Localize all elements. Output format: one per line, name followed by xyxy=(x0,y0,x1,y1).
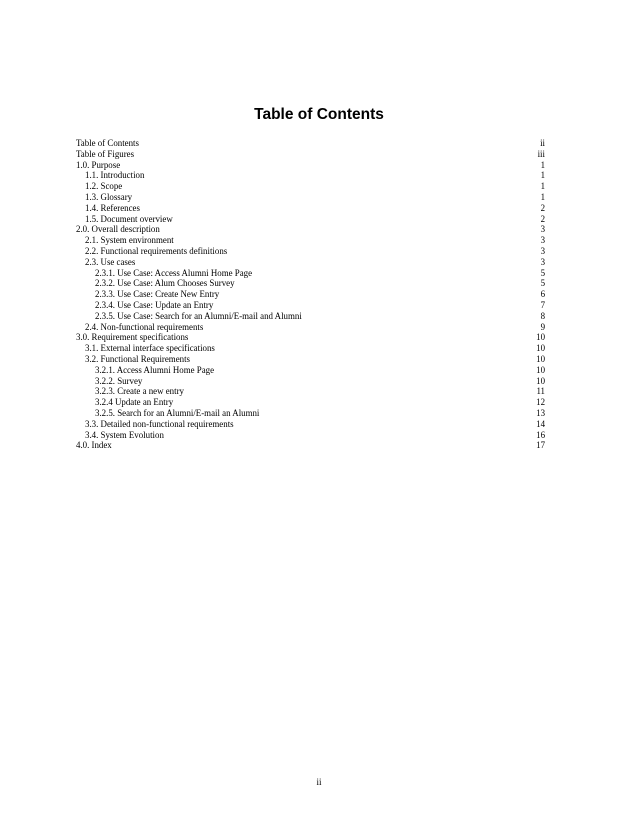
toc-entry[interactable] xyxy=(76,214,545,225)
toc-entry-page: 1 xyxy=(540,159,545,170)
toc-entry-page: 3 xyxy=(540,235,545,246)
toc-entry-title: 3.0. Requirement specifications xyxy=(76,332,189,343)
toc-entry-page: 2 xyxy=(540,202,545,213)
toc-entry[interactable] xyxy=(76,257,545,268)
toc-entry[interactable] xyxy=(76,181,545,192)
toc-entry-title: 3.2.3. Create a new entry xyxy=(95,386,184,397)
table-of-contents xyxy=(76,138,545,451)
toc-entry-title: 1.3. Glossary xyxy=(85,191,133,202)
toc-entry-page: 5 xyxy=(540,278,545,289)
toc-entry[interactable] xyxy=(76,160,545,171)
toc-entry-title: 2.3.1. Use Case: Access Alumni Home Page xyxy=(95,267,253,278)
toc-entry-page: 16 xyxy=(536,429,545,440)
toc-entry-title: 1.2. Scope xyxy=(85,181,123,192)
toc-entry-title: 2.4. Non-functional requirements xyxy=(85,321,204,332)
toc-entry-title: 3.2.5. Search for an Alumni/E-mail an Alumni xyxy=(95,407,260,418)
toc-entry[interactable] xyxy=(76,224,545,235)
toc-entry[interactable] xyxy=(76,203,545,214)
toc-entry-title: 2.2. Functional requirements definitions xyxy=(85,245,228,256)
toc-entry[interactable] xyxy=(76,235,545,246)
toc-entry[interactable] xyxy=(76,170,545,181)
toc-entry-title: 1.1. Introduction xyxy=(85,170,145,181)
toc-entry-page: 10 xyxy=(536,353,545,364)
toc-entry-page: 10 xyxy=(536,364,545,375)
toc-entry-title: 2.0. Overall description xyxy=(76,224,160,235)
toc-entry-title: 1.0. Purpose xyxy=(76,159,121,170)
toc-entry[interactable] xyxy=(76,365,545,376)
toc-entry-title: 3.2.2. Survey xyxy=(95,375,143,386)
toc-entry-title: 3.2.4 Update an Entry xyxy=(95,397,174,408)
toc-entry-page: 10 xyxy=(536,343,545,354)
toc-entry[interactable] xyxy=(76,246,545,257)
toc-entry-page: 3 xyxy=(540,256,545,267)
toc-entry[interactable] xyxy=(76,311,545,322)
toc-entry-title: 2.3.2. Use Case: Alum Chooses Survey xyxy=(95,278,235,289)
toc-entry-title: 3.3. Detailed non-functional requirements xyxy=(85,418,234,429)
toc-entry-title: 4.0. Index xyxy=(76,440,112,451)
toc-entry-title: 1.5. Document overview xyxy=(85,213,173,224)
toc-entry-page: 3 xyxy=(540,224,545,235)
toc-entry-page: 6 xyxy=(540,289,545,300)
toc-entry-page: 3 xyxy=(540,245,545,256)
toc-entry-page: 11 xyxy=(536,386,545,397)
toc-entry-page: 17 xyxy=(536,440,545,451)
toc-entry-title: Table of Figures xyxy=(76,148,135,159)
toc-entry[interactable] xyxy=(76,354,545,365)
toc-entry-page: 13 xyxy=(536,407,545,418)
toc-entry-page: 9 xyxy=(540,321,545,332)
toc-entry[interactable] xyxy=(76,138,545,149)
toc-entry-title: 2.3. Use cases xyxy=(85,256,136,267)
toc-entry[interactable] xyxy=(76,300,545,311)
toc-entry[interactable] xyxy=(76,332,545,343)
toc-entry-title: 1.4. References xyxy=(85,202,140,213)
toc-entry-page: 1 xyxy=(540,191,545,202)
toc-entry[interactable] xyxy=(76,322,545,333)
toc-entry-title: 3.2. Functional Requirements xyxy=(85,353,191,364)
toc-entry-title: 2.3.4. Use Case: Update an Entry xyxy=(95,299,214,310)
toc-entry[interactable] xyxy=(76,376,545,387)
toc-entry[interactable] xyxy=(76,440,545,451)
toc-entry-page: 1 xyxy=(540,170,545,181)
toc-entry[interactable] xyxy=(76,408,545,419)
toc-entry-title: 2.3.5. Use Case: Search for an Alumni/E-mail and Alumni xyxy=(95,310,302,321)
toc-entry[interactable] xyxy=(76,268,545,279)
toc-entry-page: 14 xyxy=(536,418,545,429)
toc-entry[interactable] xyxy=(76,419,545,430)
toc-entry[interactable] xyxy=(76,289,545,300)
toc-entry-page: 10 xyxy=(536,375,545,386)
toc-entry-page: iii xyxy=(537,148,545,159)
toc-entry[interactable] xyxy=(76,149,545,160)
toc-entry-title: 2.3.3. Use Case: Create New Entry xyxy=(95,289,220,300)
toc-entry[interactable] xyxy=(76,343,545,354)
toc-entry[interactable] xyxy=(76,430,545,441)
toc-entry-page: 7 xyxy=(540,299,545,310)
toc-entry[interactable] xyxy=(76,192,545,203)
toc-entry-title: Table of Contents xyxy=(76,138,139,148)
toc-entry-page: 1 xyxy=(540,181,545,192)
toc-entry-page: 10 xyxy=(536,332,545,343)
toc-entry-title: 3.1. External interface specifications xyxy=(85,343,215,354)
page-number: ii xyxy=(316,777,322,787)
toc-entry[interactable] xyxy=(76,278,545,289)
toc-entry-page: 5 xyxy=(540,267,545,278)
toc-entry[interactable] xyxy=(76,397,545,408)
toc-entry-title: 3.4. System Evolution xyxy=(85,429,164,440)
toc-entry-page: 2 xyxy=(540,213,545,224)
toc-entry-page: 12 xyxy=(536,397,545,408)
toc-entry-title: 2.1. System environment xyxy=(85,235,174,246)
toc-entry-page: 8 xyxy=(540,310,545,321)
page-title: Table of Contents xyxy=(254,106,384,123)
toc-entry-page: ii xyxy=(540,138,545,148)
toc-entry-title: 3.2.1. Access Alumni Home Page xyxy=(95,364,215,375)
toc-entry[interactable] xyxy=(76,386,545,397)
